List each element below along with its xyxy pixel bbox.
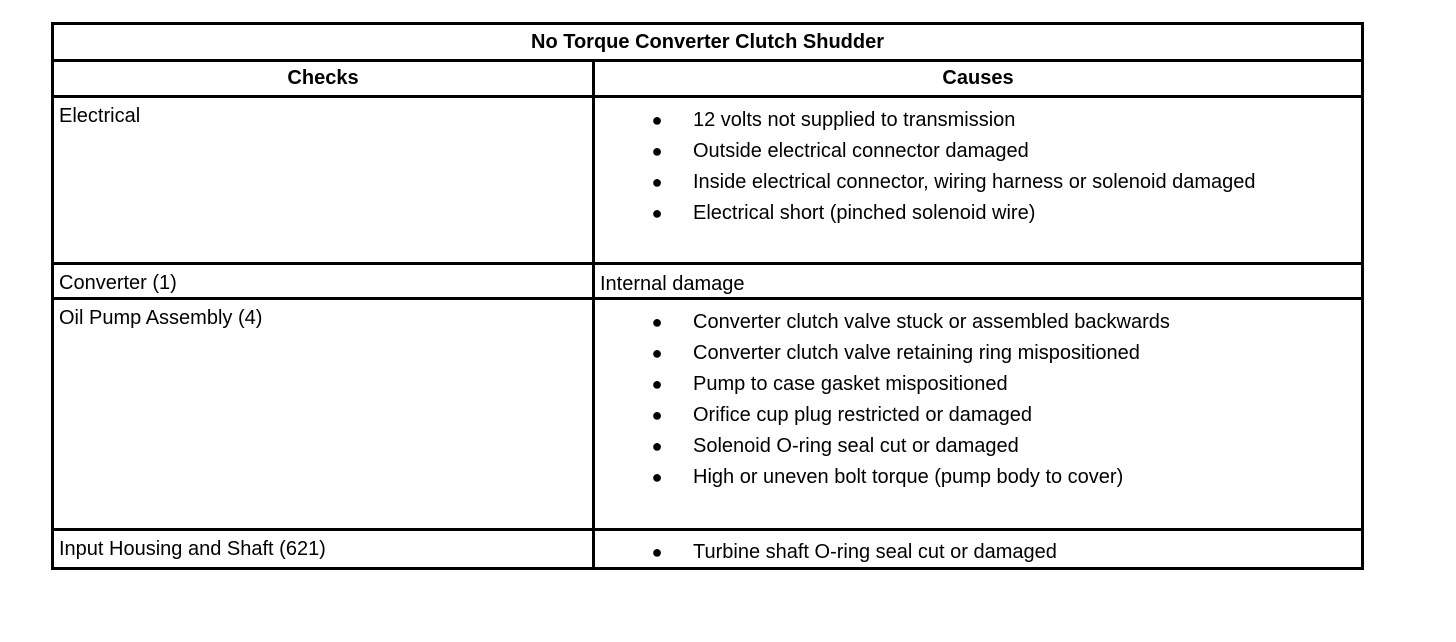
check-cell: Input Housing and Shaft (621) [53, 530, 594, 569]
list-item [595, 309, 1361, 340]
list-item [595, 169, 1361, 200]
bullet-icon: ● [651, 141, 663, 161]
check-cell: Oil Pump Assembly (4) [53, 299, 594, 530]
header-checks: Checks [53, 61, 594, 97]
causes-list [595, 98, 1361, 231]
header-causes: Causes [594, 61, 1363, 97]
cause-text: Outside electrical connector damaged [693, 140, 1029, 162]
list-item [595, 340, 1361, 371]
bullet-icon: ● [651, 467, 663, 487]
cause-text: 12 volts not supplied to transmission [693, 109, 1016, 131]
cause-text: Pump to case gasket mispositioned [693, 373, 1008, 395]
bullet-icon: ● [651, 542, 663, 562]
list-item [595, 402, 1361, 433]
cause-plain-cell: Internal damage [594, 264, 1363, 299]
bullet-icon: ● [651, 374, 663, 394]
causes-list [595, 300, 1361, 495]
list-item [595, 433, 1361, 464]
cause-text: Orifice cup plug restricted or damaged [693, 404, 1033, 426]
list-item [595, 107, 1361, 138]
table-row [53, 97, 1363, 264]
cause-text: Turbine shaft O-ring seal cut or damaged [693, 541, 1057, 563]
cause-text: Converter clutch valve retaining ring mispositioned [693, 342, 1140, 364]
table-row [53, 299, 1363, 530]
list-item [595, 371, 1361, 402]
bullet-icon: ● [651, 312, 663, 332]
causes-list [595, 531, 1361, 567]
causes-cell [594, 530, 1363, 569]
diagnostic-table [51, 22, 1364, 570]
table-title: No Torque Converter Clutch Shudder [53, 24, 1363, 61]
table-row [53, 530, 1363, 569]
list-item [595, 539, 1361, 567]
list-item [595, 138, 1361, 169]
cause-text: Converter clutch valve stuck or assembled backwards [693, 311, 1170, 333]
list-item [595, 200, 1361, 231]
causes-cell [594, 97, 1363, 264]
cause-text: Inside electrical connector, wiring harness or solenoid damaged [693, 171, 1256, 193]
bullet-icon: ● [651, 436, 663, 456]
list-item [595, 464, 1361, 495]
bullet-icon: ● [651, 172, 663, 192]
cause-text: Solenoid O-ring seal cut or damaged [693, 435, 1019, 457]
bullet-icon: ● [651, 405, 663, 425]
check-cell: Converter (1) [53, 264, 594, 299]
check-cell: Electrical [53, 97, 594, 264]
bullet-icon: ● [651, 110, 663, 130]
causes-cell [594, 299, 1363, 530]
table-row [53, 264, 1363, 299]
bullet-icon: ● [651, 203, 663, 223]
cause-text: High or uneven bolt torque (pump body to cover) [693, 466, 1124, 488]
bullet-icon: ● [651, 343, 663, 363]
cause-text: Electrical short (pinched solenoid wire) [693, 202, 1036, 224]
